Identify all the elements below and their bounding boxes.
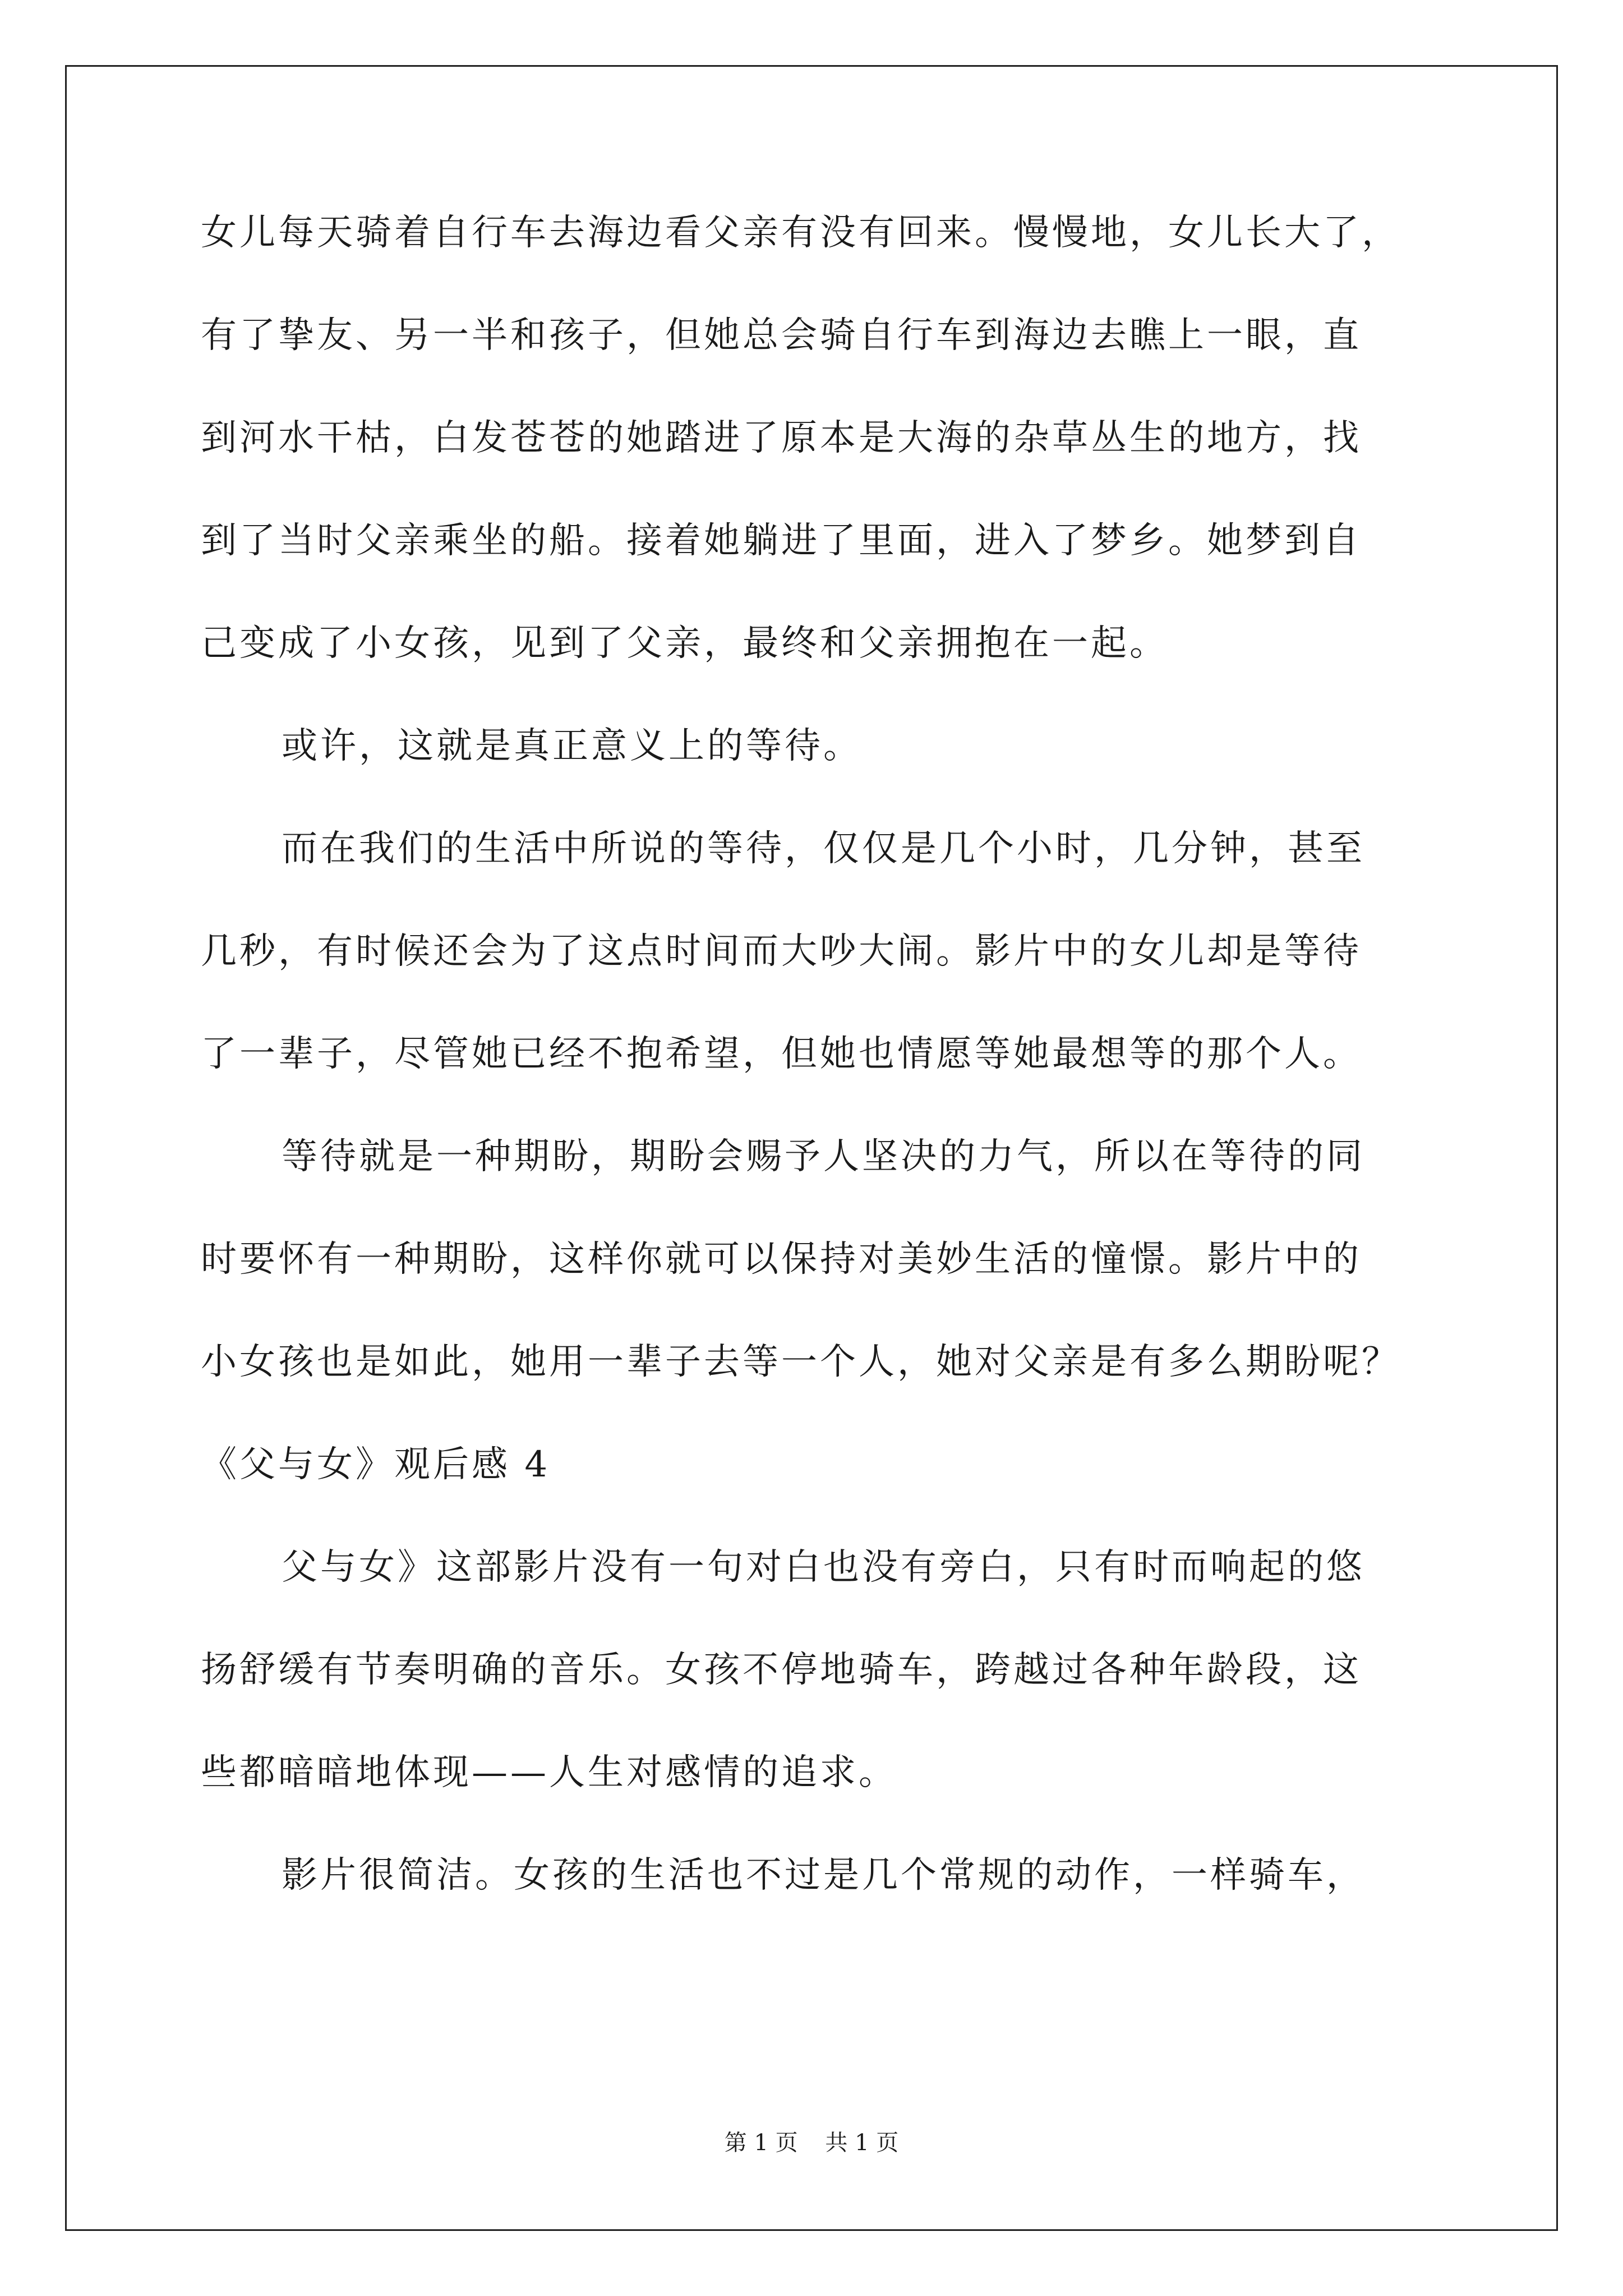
text-line: 到了当时父亲乘坐的船。接着她躺进了里面，进入了梦乡。她梦到自 [201, 520, 1362, 562]
paragraph-start: 或许，这就是真正意义上的等待。 [282, 725, 862, 767]
text-line: 小女孩也是如此，她用一辈子去等一个人，她对父亲是有多么期盼呢？ [201, 1341, 1400, 1383]
text-line: 扬舒缓有节奏明确的音乐。女孩不停地骑车，跨越过各种年龄段，这 [201, 1649, 1362, 1691]
text-line: 些都暗暗地体现——人生对感情的追求。 [201, 1752, 897, 1793]
text-line: 女儿每天骑着自行车去海边看父亲有没有回来。慢慢地，女儿长大了， [201, 212, 1400, 254]
paragraph-start: 等待就是一种期盼，期盼会赐予人坚决的力气，所以在等待的同 [282, 1136, 1365, 1177]
section-heading: 《父与女》观后感 4 [201, 1444, 551, 1485]
text-line: 几秒，有时候还会为了这点时间而大吵大闹。影片中的女儿却是等待 [201, 931, 1362, 972]
text-line: 有了挚友、另一半和孩子，但她总会骑自行车到海边去瞧上一眼，直 [201, 315, 1362, 356]
text-line: 了一辈子，尽管她已经不抱希望，但她也情愿等她最想等的那个人。 [201, 1033, 1362, 1075]
paragraph-start: 而在我们的生活中所说的等待，仅仅是几个小时，几分钟，甚至 [282, 828, 1365, 869]
paragraph-start: 影片很简洁。女孩的生活也不过是几个常规的动作，一样骑车， [282, 1855, 1365, 1896]
paragraph-start: 父与女》这部影片没有一句对白也没有旁白，只有时而响起的悠 [282, 1547, 1365, 1588]
text-line: 时要怀有一种期盼，这样你就可以保持对美妙生活的憧憬。影片中的 [201, 1239, 1362, 1280]
page-footer [0, 2126, 1623, 2160]
page-number-current: 第 1 页 [724, 2130, 798, 2156]
page-number-total: 共 1 页 [825, 2130, 899, 2156]
text-line: 己变成了小女孩，见到了父亲，最终和父亲拥抱在一起。 [201, 623, 1168, 664]
text-line: 到河水干枯，白发苍苍的她踏进了原本是大海的杂草丛生的地方，找 [201, 417, 1362, 459]
